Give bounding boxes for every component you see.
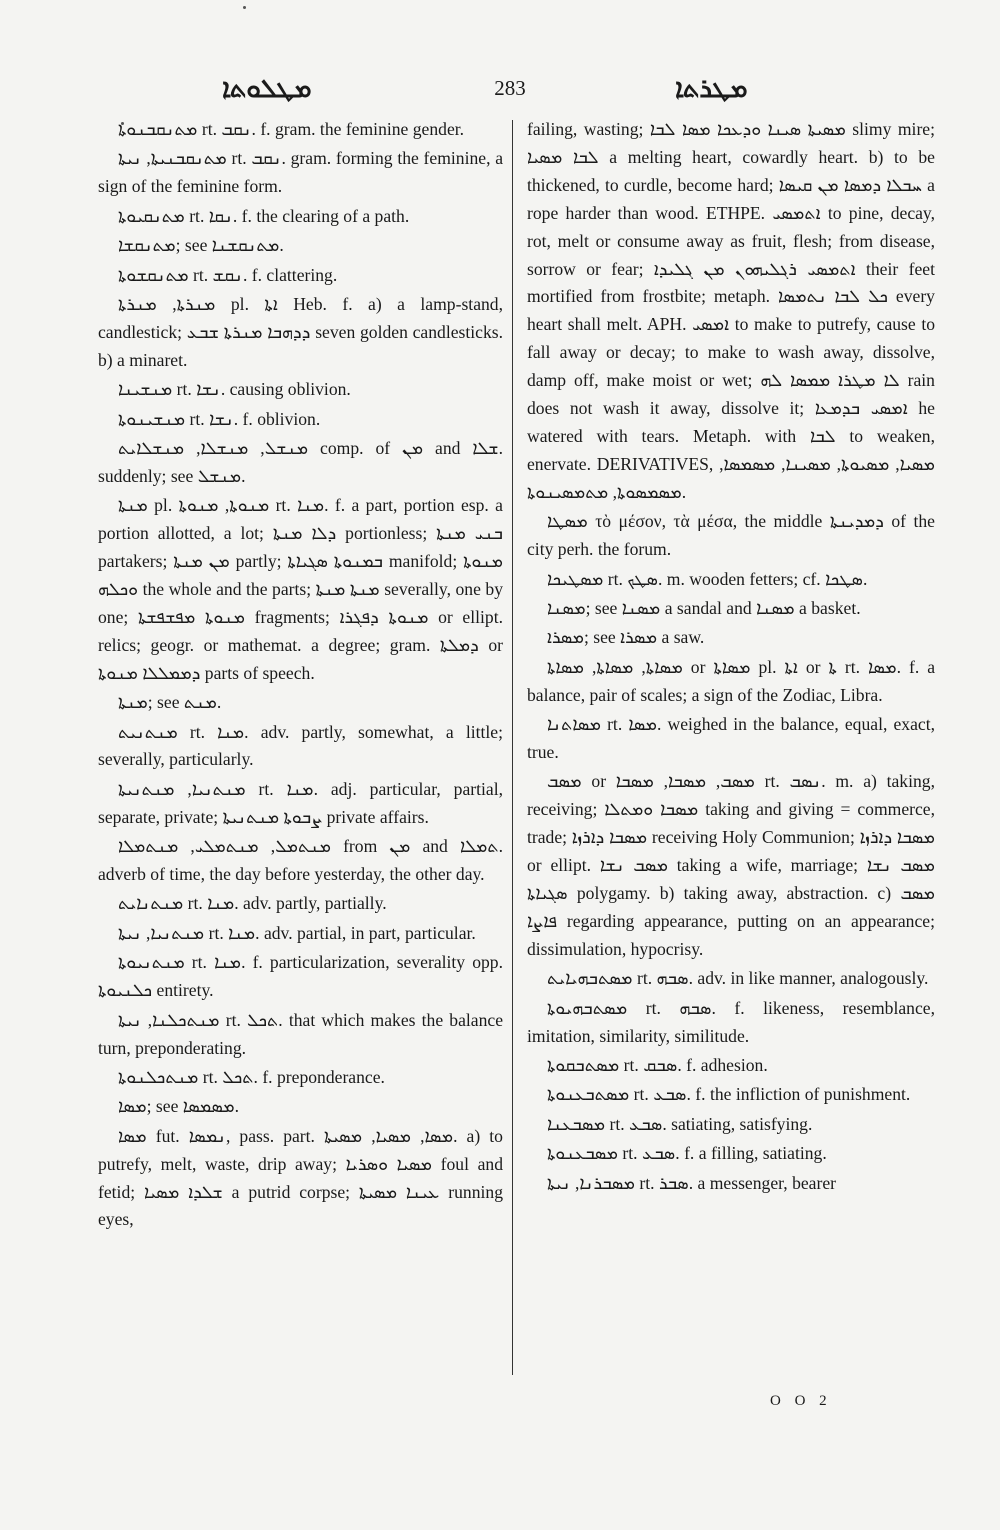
dictionary-entry: ܡܢܬܢܝܬ rt. ܡܢܐ. adv. partly, somewhat, a little; severally, particularly. bbox=[98, 721, 503, 770]
dictionary-entry: ܡܢܬܟܠܢܘܬܐ rt. ܬܟܠ. f. preponderance. bbox=[118, 1066, 385, 1087]
dictionary-entry: ܡܬܢܩܫܐ; see ܡܬܢܩܫܢܐ. bbox=[118, 235, 284, 256]
dictionary-entry: ܡܣܬܒܗܝܐܝܬ rt. ܣܒܗ. adv. in like manner, analogously. bbox=[547, 968, 929, 989]
dictionary-entry: ܡܣܒܥܢܐ rt. ܣܒܥ. satiating, satisfying. bbox=[547, 1113, 813, 1134]
dictionary-entry: ܡܣܢܐ; see ܡܣܢܐ a sandal and ܡܣܢܐ a basket. bbox=[547, 597, 861, 618]
dictionary-entry: ܡܣܒܪܢܐ, ܢܝܬܐ rt. ܣܒܪ. a messenger, bearer bbox=[547, 1172, 837, 1193]
dictionary-entry: ܡܢܪܬܐ, ܡܢܪܬܐ pl. ܐܬܐ Heb. f. a) a lamp-stand, candlestick; ܕܕܗܒܐ ܡܢܪܬܐ ܫܒܥ seven golden candlesticks. b) a minaret. bbox=[98, 293, 503, 370]
dictionary-entry: ܡܢܬܢܝܐ, ܢܝܬܐ rt. ܡܢܐ. adv. partial, in part, particular. bbox=[118, 922, 476, 943]
ink-speck bbox=[243, 6, 246, 9]
page-number: 283 bbox=[494, 76, 526, 100]
right-column bbox=[527, 116, 935, 1199]
dictionary-entry: ܡܣܐܬܐ, ܡܣܐܬܐ, ܡܣܐܬܐ or ܡܣܐܬܐ pl. ܐܬܐ or ܬܐ rt. ܡܣܐ. f. a balance, pair of scales; a sign of the Zodiac, Libra. bbox=[527, 656, 936, 705]
dictionary-entry: ܡܬܢܩܒܢܘܬܐ rt. ܢܩܒ. f. gram. the feminine gender. bbox=[118, 119, 465, 139]
dictionary-entry: ܡܣܛܐ τὸ μέσον, τὰ μέσα, the middle ܕܡܕܝܢܬܐ of the city perh. the forum. bbox=[527, 511, 935, 560]
dictionary-entry: ܡܢܬܢܐܝܬ rt. ܡܢܐ. adv. partly, partially. bbox=[118, 893, 387, 914]
left-column bbox=[98, 116, 503, 1236]
dictionary-entry: ܡܢܫܝܢܐ rt. ܢܫܐ. causing oblivion. bbox=[118, 379, 351, 400]
dictionary-entry: ܡܢܬܢܝܐ, ܡܢܬܢܝܬܐ rt. ܡܢܐ. adj. particular, partial, separate, private; ܨܒܘܬܐ ܡܢܬܢܝܬܐ private affairs. bbox=[98, 778, 503, 827]
right-running-head: ܡܛܪܬܐ bbox=[675, 74, 748, 104]
running-header bbox=[0, 70, 1000, 110]
dictionary-entry: ܡܢܬܢܝܘܬܐ rt. ܡܢܐ. f. particularization, severality opp. ܟܠܢܝܘܬܐ entirety. bbox=[98, 952, 503, 1001]
dictionary-entry: ܡܢܬܡܠ, ܡܢܬܡܠܝ, ܡܢܬܡܠܐ from ܡܢ and ܬܡܠܐ. adverb of time, the day before yesterday, the other day. bbox=[98, 836, 503, 885]
dictionary-entry: failing, wasting; ܡܣܝܬܐ ܣܝܢܐ ܘܕܥܟܐ ܡܣܐ ܠܒܐ slimy mire; ܠܒܐ ܡܣܝܐ a melting heart, cowardly heart. b) to be thickened, to curdle, become hard; ܚܒܠܐ ܕܡܣܐ ܡܢ ܩܝܣܐ a rope harder than wood. ETHPE. ܐܬܡܣܝ to pine, decay, rot, melt or consume away as fruit, flesh; from disease, sorrow or fear; ܐܬܡܣܝ ܪܓܠܝܗܘܢ ܡܢ ܓܠܝܕܐ their feet mortified from frostbite; metaph. ܟܠ ܠܒܐ ܢܬܡܣܐ every heart shall melt. APH. ܐܡܣܝ to make to putrefy, cause to fall away or decay; to make to wash away, dissolve, damp off, make moist or wet; ܠܐ ܡܛܪܐ ܡܡܣܐ ܠܗ rain does not wash it away, dissolve it; ܐܡܣܝ ܒܕܡܥܐ he watered with tears. Metaph. with ܠܒܐ to weaken, enervate. DERIVATIVES, ܡܣܝܐ, ܡܣܝܘܬܐ, ܡܣܝܢܐ, ܡܣܡܣܐ, ܡܣܡܣܘܬܐ, ܡܬܡܣܝܢܘܬܐ. bbox=[527, 119, 936, 502]
dictionary-entry: ܡܣܒܥܢܘܬܐ rt. ܣܒܥ. f. a filling, satiating. bbox=[547, 1143, 827, 1164]
dictionary-entry: ܡܣܒ or ܡܣܒ, ܡܣܒܐ, ܡܣܒܐ rt. ܢܣܒ. m. a) taking, receiving; ܡܣܒܐ ܘܡܬܠܐ taking and giving = commerce, trade; ܡܣܒܐ ܕܐܪܙܐ receiving Holy Communion; ܡܣܒܐ ܕܐܪܙܐ or ellipt. ܡܣܒ ܢܫܐ taking a wife, marriage; ܡܣܒ ܢܫܐ ܣܓܝܐܬܐ polygamy. b) taking away, abstraction. c) ܡܣܒ ܦܐܨܐ regarding appearance, putting on an appearance; dissimulation, hypocrisy. bbox=[527, 771, 935, 959]
dictionary-entry: ܡܢܬܟܠܢܐ, ܢܝܬܐ rt. ܬܟܠ. that which makes the balance turn, preponderating. bbox=[98, 1009, 503, 1058]
dictionary-entry: ܡܣܛܝܟܐ rt. ܣܛܟ. m. wooden fetters; cf. ܣܛܟܐ. bbox=[547, 568, 868, 589]
dictionary-entry: ܡܣܬܒܗܝܘܬܐ rt. ܣܒܗ. f. likeness, resemblance, imitation, similarity, similitude. bbox=[527, 997, 935, 1046]
dictionary-entry: ܡܣܪܐ; see ܡܣܪܐ a saw. bbox=[547, 627, 705, 648]
dictionary-entry: ܡܢܫܠ, ܡܢܫܠܐ, ܡܢܫܠܐܝܬ comp. of ܡܢ and ܫܠܐ. suddenly; see ܡܢܫܠ. bbox=[98, 437, 504, 486]
dictionary-entry: ܡܣܬܒܩܘܬܐ rt. ܣܒܩ. f. adhesion. bbox=[547, 1054, 768, 1075]
signature-mark: O O 2 bbox=[770, 1393, 832, 1409]
dictionary-entry: ܡܢܬܐ pl. ܡܢܘܬܐ, ܡܢܘܬܐ rt. ܡܢܐ. f. a part, portion esp. a portion allotted, a lot; ܕܠܐ ܡܢܬܐ portionless; ܒܢܝ ܡܢܬܐ partakers; ܡܢ ܡܢܬܐ partly; ܒܡܢܘܬܐ ܣܓܝܐܬܐ manifold; ܡܢܘܬܐ ܘܟܠܗ the whole and the parts; ܡܢܬܐ ܡܢܬܐ severally, one by one; ܡܢܘܬܐ ܡܦܫܦܫܬܐ fragments; ܡܢܘܬܐ ܕܦܓܪܐ or ellipt. relics; geogr. or mathemat. a degree; gram. ܕܡܠܬܐ or ܕܡܡܠܠܐ ܡܢܘܬܐ parts of speech. bbox=[98, 495, 504, 683]
dictionary-entry: ܡܢܬܐ; see ܡܢܬ. bbox=[118, 692, 222, 713]
left-running-head: ܡܛܠܘܬܐ bbox=[222, 74, 312, 104]
dictionary-entry: ܡܬܢܩܝܘܬܐ rt. ܢܩܐ. f. the clearing of a path. bbox=[118, 205, 410, 226]
dictionary-entry: ܡܣܐܬܢܐ rt. ܡܣܐ. weighed in the balance, equal, exact, true. bbox=[527, 714, 935, 762]
dictionary-entry: ܡܢܫܝܢܘܬܐ rt. ܢܫܐ. f. oblivion. bbox=[118, 408, 321, 429]
dictionary-entry: ܡܬܢܩܒܢܝܬܐ, ܢܝܬܐ rt. ܢܩܒ. gram. forming the feminine, a sign of the feminine form. bbox=[98, 148, 503, 197]
dictionary-entry: ܡܬܢܩܫܘܬܐ rt. ܢܩܫ. f. clattering. bbox=[118, 264, 338, 285]
column-rule bbox=[512, 120, 513, 1375]
dictionary-entry: ܡܣܬܒܥܢܘܬܐ rt. ܣܒܥ. f. the infliction of punishment. bbox=[547, 1084, 911, 1105]
dictionary-entry: ܡܣܐ fut. ܢܡܣܐ, pass. part. ܡܣܐ, ܡܣܝܐ, ܡܣܝܬܐ. a) to putrefy, melt, waste, drip away; ܡܣܝܐ ܘܣܪܝܐ foul and fetid; ܫܠܕܐ ܡܣܝܐ a putrid corpse; ܥܝܢܐ ܡܣܝܬܐ running eyes, bbox=[98, 1125, 504, 1230]
dictionary-entry: ܡܣܐ; see ܡܣܡܣܐ. bbox=[118, 1096, 239, 1117]
